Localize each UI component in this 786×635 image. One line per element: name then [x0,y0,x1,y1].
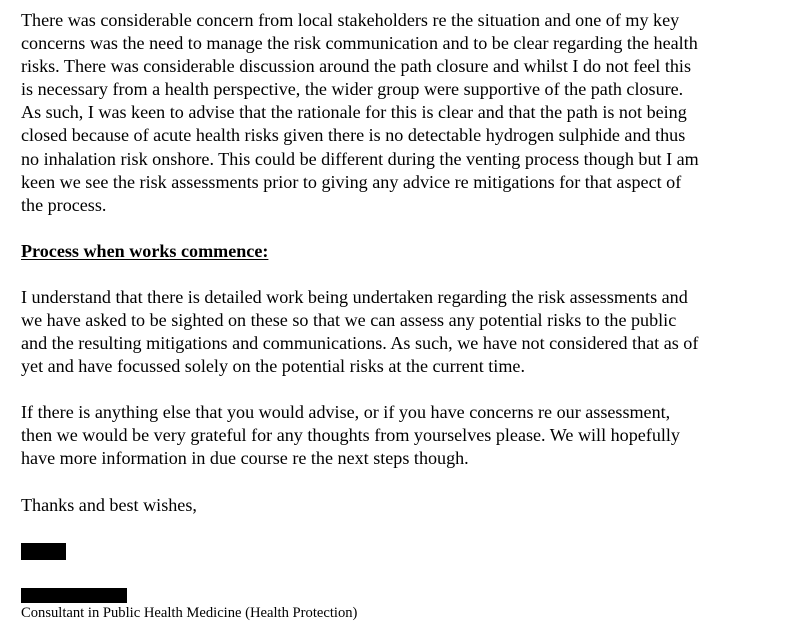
signoff: Thanks and best wishes, [21,494,197,515]
paragraph-risk-assessments: I understand that there is detailed work being undertaken regarding the risk assessments and we have asked to be sighted on these so that we can assess any potential risks to the public and the resulting mitigations and communications. As such, we have not considered that as of yet and have focussed solely on the potential risks at the current time. [21,286,699,377]
redacted-signature-box [21,588,127,603]
paragraph-request-feedback: If there is anything else that you would advise, or if you have concerns re our assessment, then we would be very grateful for any thoughts from yourselves please. We will hopefully have more information in due course re the next steps though. [21,402,680,469]
section-heading: Process when works commence: [21,240,269,261]
signature-title: Consultant in Public Health Medicine (Health Protection) [21,605,358,621]
letter-body [21,9,783,517]
paragraph-stakeholder-concerns: There was considerable concern from local stakeholders re the situation and one of my key concerns was the need to manage the risk communication and to be clear regarding the health risks. There was considerable discussion around the path closure and whilst I do not feel this is necessary from a health perspective, the wider group were supportive of the path closure. As such, I was keen to advise that the rationale for this is clear and that the path is not being closed because of acute health risks given there is no detectable hydrogen sulphide and thus no inhalation risk onshore. This could be different during the venting process though but I am keen we see the risk assessments prior to giving any advice re mitigations for that aspect of the process. [21,10,699,215]
redacted-name-box [21,543,66,560]
